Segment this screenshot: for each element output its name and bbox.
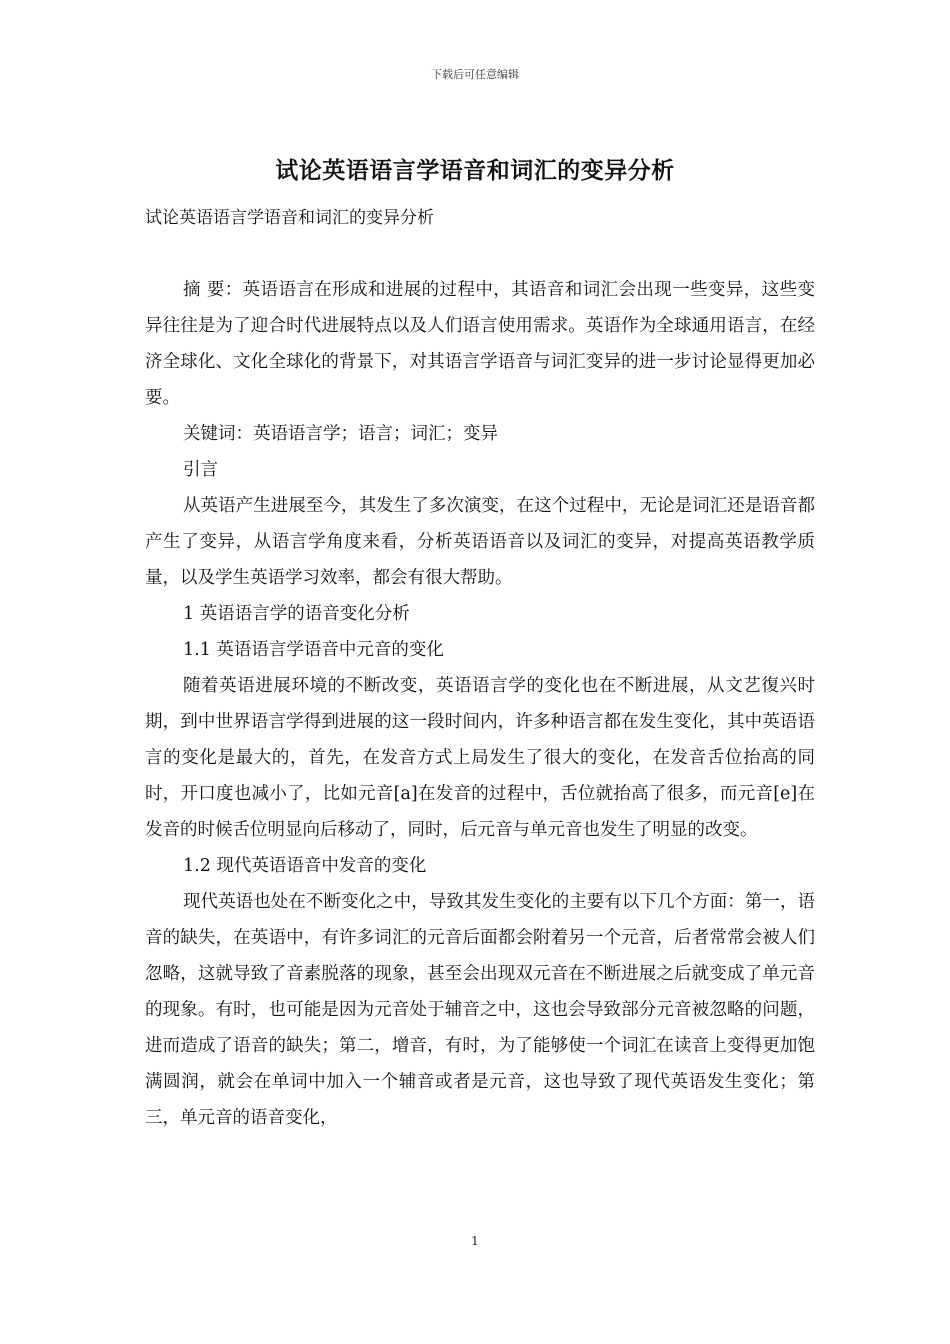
section-1-2-paragraph: 现代英语也处在不断变化之中，导致其发生变化的主要有以下几个方面：第一，语音的缺失，在英语中，有许多词汇的元音后面都会附着另一个元音，后者常常会被人们忽略，这就导致了音素脱落的现象，甚至会出现双元音在不断进展之后就变成了单元音的现象。有时，也可能是因为元音处于辅音之中，这也会导致部分元音被忽略的问题，进而造成了语音的缺失；第二，增音，有时，为了能够使一个词汇在读音上变得更加饱满圆润，就会在单词中加入一个辅音或者是元音，这也导致了现代英语发生变化；第三，单元音的语音变化， [145,892,815,1128]
document-body [145,272,815,1136]
document-title: 试论英语语言学语音和词汇的变异分析 [275,157,675,184]
section-1-2-heading: 1.2 现代英语语音中发音的变化 [183,856,427,876]
intro-heading: 引言 [183,460,218,480]
section-1-1-paragraph: 随着英语进展环境的不断改变，英语语言学的变化也在不断进展，从文艺復兴时期，到中世界语言学得到进展的这一段时间内，许多种语言都在发生变化，其中英语语言的变化是最大的，首先，在发音方式上局发生了很大的变化，在发音舌位抬高的同时，开口度也减小了，比如元音[a]在发音的过程中，舌位就抬高了很多，而元音[e]在发音的时候舌位明显向后移动了，同时，后元音与单元音也发生了明显的改变。 [145,676,815,840]
page-number: 1 [471,1234,479,1248]
keywords-line: 关键词：英语语言学；语言；词汇；变异 [183,424,498,444]
document-subtitle: 试论英语语言学语音和词汇的变异分析 [145,208,434,228]
page-header: 下载后可任意编辑 [431,68,519,81]
abstract-paragraph: 摘 要：英语语言在形成和进展的过程中，其语音和词汇会出现一些变异，这些变异往往是为了迎合时代进展特点以及人们语言使用需求。英语作为全球通用语言，在经济全球化、文化全球化的背景下，对其语言学语音与词汇变异的进一步讨论显得更加必要。 [145,280,815,408]
section-1-1-heading: 1.1 英语语言学语音中元音的变化 [183,640,444,660]
section-1-heading: 1 英语语言学的语音变化分析 [183,604,410,624]
intro-paragraph: 从英语产生进展至今，其发生了多次演变，在这个过程中，无论是词汇还是语音都产生了变异，从语言学角度来看，分析英语语音以及词汇的变异，对提高英语教学质量，以及学生英语学习效率，都会有很大帮助。 [145,496,815,588]
